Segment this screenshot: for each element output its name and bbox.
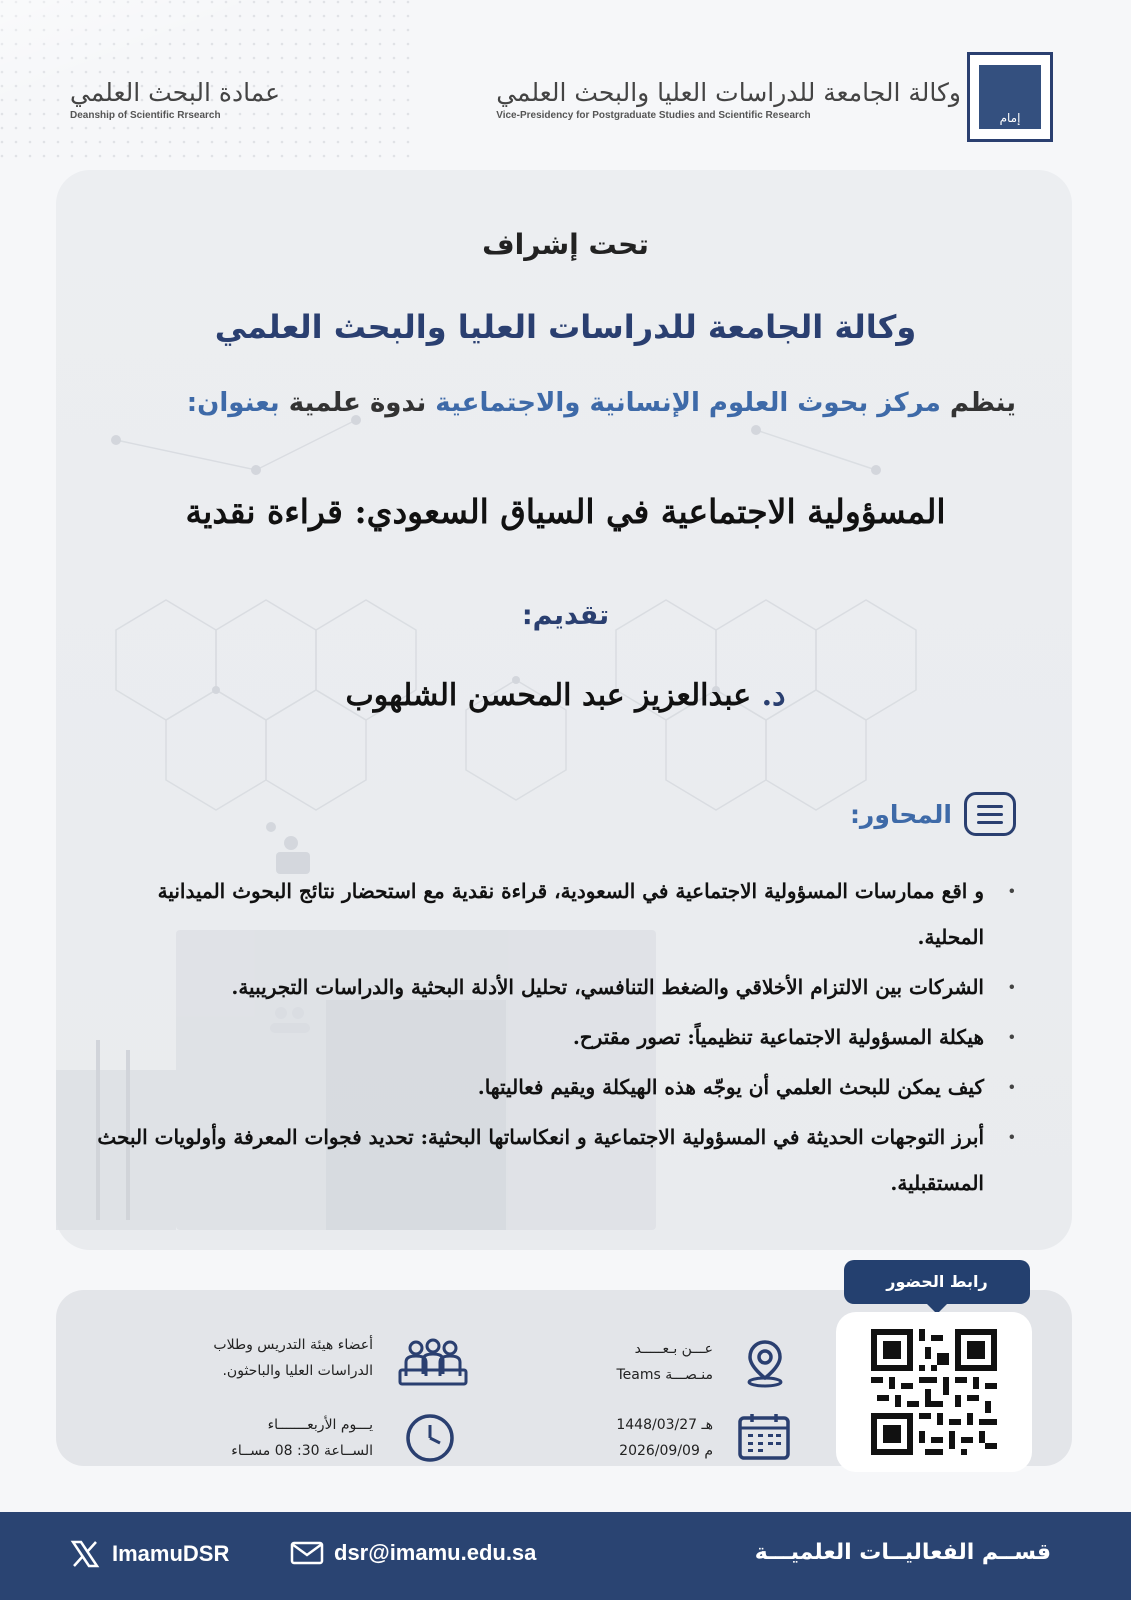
event-hour: الســاعة 30: 08 مســاء	[231, 1443, 373, 1459]
axis-item: · هيكلة المسؤولية الاجتماعية تنظيمياً: تصور مقترح.	[96, 1014, 1016, 1060]
calendar-icon	[736, 1412, 792, 1466]
organizer-line	[187, 388, 1016, 418]
attendance-mode	[553, 1336, 713, 1388]
presenter-title: د.	[761, 678, 786, 713]
qr-code-icon	[871, 1329, 997, 1455]
date-gregorian: 2026/09/09 م	[619, 1443, 713, 1459]
x-handle: ImamuDSR	[112, 1541, 230, 1566]
university-logo	[967, 52, 1053, 142]
supervision-label: تحت إشراف	[482, 228, 649, 261]
mode-remote: عـــن بـعـــــد	[634, 1341, 713, 1357]
vice-presidency-title	[496, 78, 961, 121]
deanship-title	[70, 78, 280, 121]
envelope-icon	[290, 1540, 324, 1566]
audience-line-1: أعضاء هيئة التدريس وطلاب	[213, 1337, 373, 1353]
agency-name: وكالة الجامعة للدراسات العليا والبحث العلمي	[214, 308, 917, 346]
event-date	[553, 1412, 713, 1464]
location-pin-icon	[738, 1336, 792, 1394]
department-name: قســم الفعاليــات العلميـــة	[754, 1540, 1051, 1565]
presentation-label: تقديم:	[521, 600, 610, 631]
vice-presidency-arabic: وكالة الجامعة للدراسات العليا والبحث العلمي	[496, 78, 961, 107]
email-address: dsr@imamu.edu.sa	[334, 1540, 537, 1565]
organizes-word: ينظم	[949, 388, 1016, 418]
email-link[interactable]	[290, 1540, 536, 1566]
research-center-name: مركز بحوث العلوم الإنسانية والاجتماعية	[435, 388, 941, 418]
clock-icon	[402, 1412, 458, 1468]
date-hijri: 1448/03/27 هـ	[616, 1417, 713, 1433]
deanship-arabic: عمادة البحث العلمي	[70, 78, 281, 107]
audience-line-2: الدراسات العليا والباحثون.	[222, 1363, 373, 1379]
presenter-name: عبدالعزيز عبد المحسن الشلهوب	[345, 678, 752, 713]
axis-item: · الشركات بين الالتزام الأخلاقي والضغط التنافسي، تحليل الأدلة البحثية والدراسات التجريبية.	[96, 964, 1016, 1010]
footer-bar	[0, 1512, 1131, 1600]
x-logo-icon	[70, 1540, 100, 1568]
vice-presidency-english: Vice-Presidency for Postgraduate Studies and Scientific Research	[496, 110, 811, 121]
axis-item: · و اقع ممارسات المسؤولية الاجتماعية في السعودية، قراءة نقدية مع استحضار نتائج البحوث الميدانية المحلية.	[96, 868, 1016, 960]
seminar-word: ندوة علمية	[288, 388, 427, 418]
axis-item: · كيف يمكن للبحث العلمي أن يوجّه هذه الهيكلة ويقيم فعاليتها.	[96, 1064, 1016, 1110]
mode-platform: منـصـــة Teams	[616, 1367, 713, 1383]
target-audience	[113, 1332, 373, 1384]
attendance-qr-code[interactable]	[836, 1312, 1032, 1472]
list-icon	[964, 792, 1016, 836]
presenter	[0, 678, 1131, 713]
seminar-topic: المسؤولية الاجتماعية في السياق السعودي: قراءة نقدية	[185, 492, 946, 531]
audience-group-icon	[398, 1336, 468, 1394]
axes-title: المحاور:	[849, 799, 952, 829]
attendance-link-label: رابط الحضور	[844, 1260, 1030, 1304]
deanship-english: Deanship of Scientific Rrsearch	[70, 110, 221, 121]
logo-text: إمام	[999, 111, 1021, 125]
event-time	[173, 1412, 373, 1464]
axes-list	[96, 868, 1016, 1210]
x-account-link[interactable]	[70, 1540, 229, 1568]
event-day: يـــوم الأربعـــــــاء	[267, 1417, 373, 1433]
axes-heading	[850, 792, 1016, 836]
titled-word: بعنوان:	[186, 388, 280, 418]
axis-item: · أبرز التوجهات الحديثة في المسؤولية الاجتماعية و انعكاساتها البحثية: تحديد فجوات المعرفة وأولويات البحث المستقبلية.	[96, 1114, 1016, 1206]
